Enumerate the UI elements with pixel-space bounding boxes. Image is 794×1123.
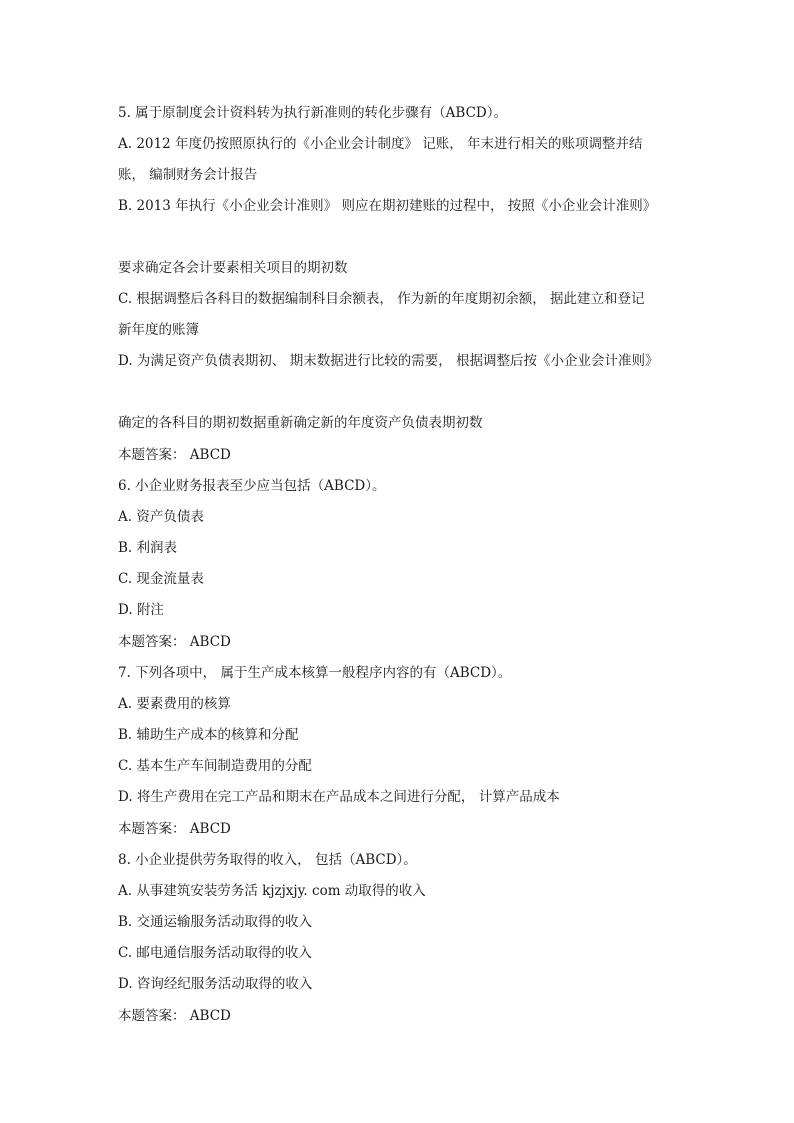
question-8-option-b: B. 交通运输服务活动取得的收入	[118, 914, 313, 930]
question-6-option-c: C. 现金流量表	[118, 571, 204, 587]
question-5-option-b: B. 2013 年执行《小企业会计准则》 则应在期初建账的过程中， 按照《小企业会计准则》	[118, 198, 657, 214]
question-7-option-a: A. 要素费用的核算	[118, 696, 231, 712]
question-5-stem: 5. 属于原制度会计资料转为执行新准则的转化步骤有（ABCD）。	[118, 105, 507, 121]
question-5-option-c: C. 根据调整后各科目的数据编制科目余额表， 作为新的年度期初余额， 据此建立和登记	[118, 291, 645, 307]
question-5-option-d-continued: 确定的各科目的期初数据重新确定新的年度资产负债表期初数	[118, 415, 483, 431]
question-7-option-d: D. 将生产费用在完工产品和期末在产品成本之间进行分配， 计算产品成本	[118, 789, 560, 805]
question-5-answer: 本题答案： ABCD	[118, 447, 231, 463]
question-5-option-c-continued: 新年度的账簿	[118, 322, 199, 338]
question-6-answer: 本题答案： ABCD	[118, 634, 231, 650]
question-8-answer: 本题答案： ABCD	[118, 1008, 231, 1024]
question-8-option-a: A. 从事建筑安装劳务活 kjzjxjy. com 动取得的收入	[118, 883, 426, 899]
question-7-answer: 本题答案： ABCD	[118, 821, 231, 837]
question-6-option-d: D. 附注	[118, 602, 164, 618]
question-8-option-d: D. 咨询经纪服务活动取得的收入	[118, 976, 313, 992]
question-6-option-b: B. 利润表	[118, 540, 178, 556]
question-5-option-b-continued: 要求确定各会计要素相关项目的期初数	[118, 260, 348, 276]
question-5-option-a-continued: 账， 编制财务会计报告	[118, 167, 258, 183]
question-8-stem: 8. 小企业提供劳务取得的收入， 包括（ABCD）。	[118, 852, 417, 868]
question-7-option-b: B. 辅助生产成本的核算和分配	[118, 727, 299, 743]
question-5-option-d: D. 为满足资产负债表期初、 期末数据进行比较的需要， 根据调整后按《小企业会计准则》	[118, 353, 659, 369]
question-8-option-c: C. 邮电通信服务活动取得的收入	[118, 945, 312, 961]
question-6-stem: 6. 小企业财务报表至少应当包括（ABCD）。	[118, 478, 386, 494]
question-6-option-a: A. 资产负债表	[118, 509, 204, 525]
question-7-stem: 7. 下列各项中， 属于生产成本核算一般程序内容的有（ABCD）。	[118, 665, 512, 681]
question-5-option-a: A. 2012 年度仍按照原执行的《小企业会计制度》 记账， 年末进行相关的账项调整并结	[118, 136, 643, 152]
question-7-option-c: C. 基本生产车间制造费用的分配	[118, 758, 312, 774]
